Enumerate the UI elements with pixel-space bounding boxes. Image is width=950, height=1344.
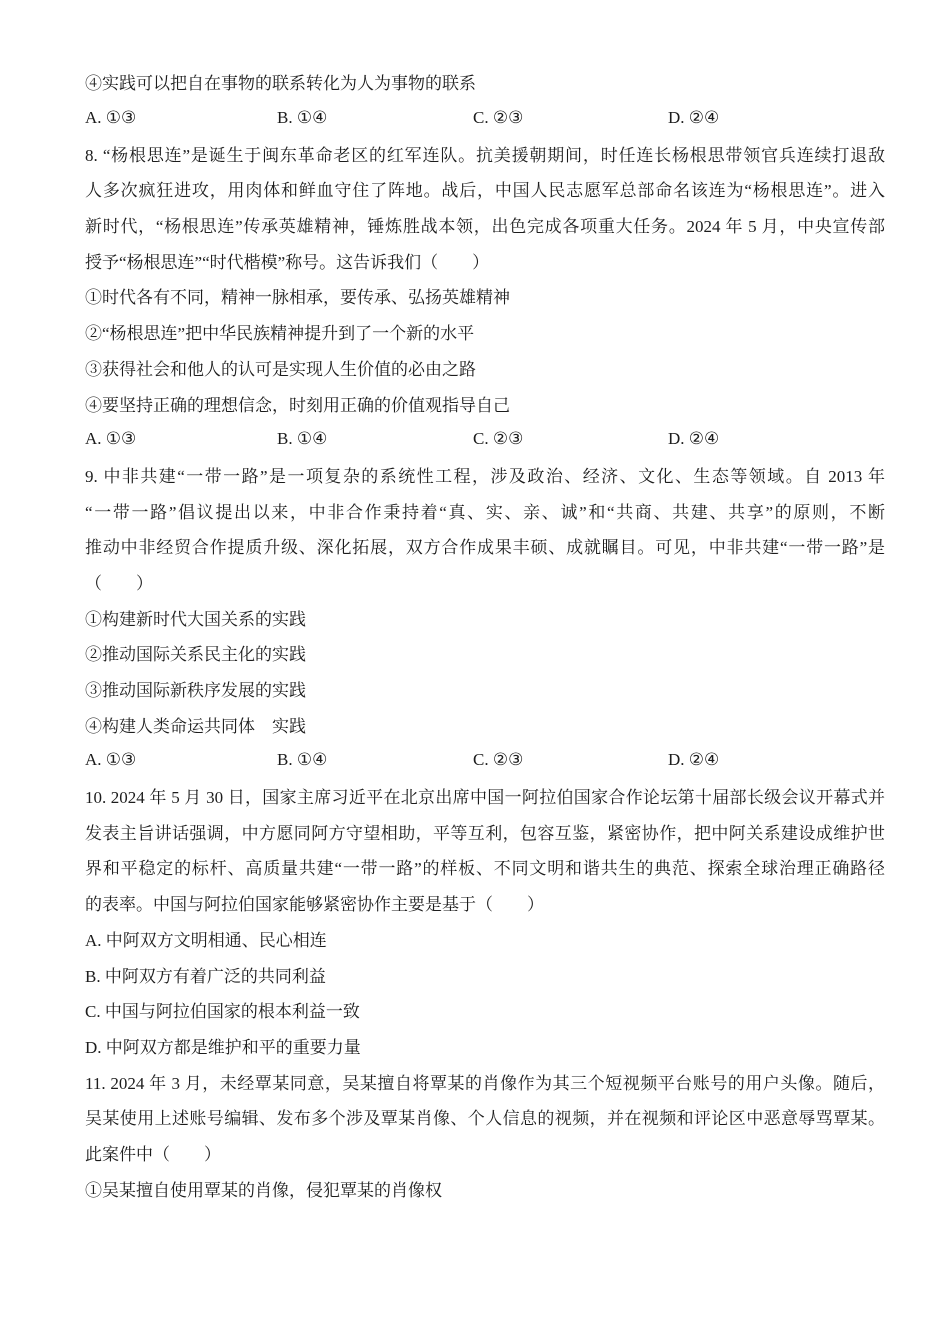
q8-statement-2-text: ②“杨根思连”把中华民族精神提升到了一个新的水平 <box>85 324 475 344</box>
q8-text-line-3 <box>85 207 885 243</box>
q8-text-line-3-text: 新时代，“杨根思连”传承英雄精神，锤炼胜战本领，出色完成各项重大任务。2024 年 5 月，中央宣传部 <box>85 217 885 237</box>
q10-option-a <box>85 921 885 957</box>
q8-text-line-4 <box>85 242 885 278</box>
q9-text-line-4 <box>85 564 885 600</box>
q9-text-line-2-text: “一带一路”倡议提出以来，中非合作秉持着“真、实、亲、诚”和“共商、共建、共享”的原则，不断 <box>85 502 885 522</box>
q7-answer-row-option-a: A. ①③ <box>85 107 137 127</box>
q10-option-c-text: C. 中国与阿拉伯国家的根本利益一致 <box>85 1002 360 1022</box>
q11-text-line-1-text: 11. 2024 年 3 月，未经覃某同意，吴某擅自将覃某的肖像作为其三个短视频平台账号的用户头像。随后， <box>85 1073 885 1093</box>
q9-statement-1-text: ①构建新时代大国关系的实践 <box>85 609 306 629</box>
q7-statement-4-text: ④实践可以把自在事物的联系转化为人为事物的联系 <box>85 74 476 94</box>
q7-answer-row-option-d: D. ②④ <box>668 107 720 127</box>
q9-text-line-3-text: 推动中非经贸合作提质升级、深化拓展，双方合作成果丰硕、成就瞩目。可见，中非共建“一带一路”是 <box>85 538 885 558</box>
q8-statement-2 <box>85 314 885 350</box>
q8-text-line-4-text: 授予“杨根思连”“时代楷模”称号。这告诉我们（ ） <box>85 252 490 272</box>
q11-text-line-3 <box>85 1135 885 1171</box>
q10-text-line-4 <box>85 885 885 921</box>
q10-option-d <box>85 1028 885 1064</box>
q9-text-line-1 <box>85 457 885 493</box>
q8-statement-4 <box>85 385 885 421</box>
q11-text-line-2-text: 吴某使用上述账号编辑、发布多个涉及覃某肖像、个人信息的视频，并在视频和评论区中恶意辱骂覃某。 <box>85 1109 885 1129</box>
q8-text-line-1 <box>85 135 885 171</box>
q9-text-line-1-text: 9. 中非共建“一带一路”是一项复杂的系统性工程，涉及政治、经济、文化、生态等领域。自 2013 年 <box>85 466 885 486</box>
q9-statement-3 <box>85 671 885 707</box>
q8-answer-row <box>85 421 885 457</box>
q10-text-line-2 <box>85 813 885 849</box>
q8-statement-1-text: ①时代各有不同，精神一脉相承，要传承、弘扬英雄精神 <box>85 288 510 308</box>
q11-text-line-3-text: 此案件中（ ） <box>85 1144 221 1164</box>
q8-statement-4-text: ④要坚持正确的理想信念，时刻用正确的价值观指导自己 <box>85 395 510 415</box>
q9-answer-row-option-b: B. ①④ <box>277 749 328 769</box>
q8-answer-row-option-c: C. ②③ <box>473 428 524 448</box>
q9-statement-2 <box>85 635 885 671</box>
q9-statement-4 <box>85 706 885 742</box>
q8-answer-row-option-a: A. ①③ <box>85 428 137 448</box>
q7-statement-4 <box>85 64 885 100</box>
q8-answer-row-option-d: D. ②④ <box>668 428 720 448</box>
q11-text-line-1 <box>85 1063 885 1099</box>
q9-text-line-2 <box>85 492 885 528</box>
q10-option-b <box>85 956 885 992</box>
q7-answer-row <box>85 100 885 136</box>
q8-text-line-1-text: 8. “杨根思连”是诞生于闽东革命老区的红军连队。抗美援朝期间，时任连长杨根思带领官兵连续打退敌 <box>85 145 885 165</box>
q8-statement-3-text: ③获得社会和他人的认可是实现人生价值的必由之路 <box>85 359 476 379</box>
q8-answer-row-option-b: B. ①④ <box>277 428 328 448</box>
q9-statement-4-text: ④构建人类命运共同体 实践 <box>85 716 306 736</box>
q9-statement-3-text: ③推动国际新秩序发展的实践 <box>85 681 306 701</box>
q10-text-line-2-text: 发表主旨讲话强调，中方愿同阿方守望相助，平等互利，包容互鉴，紧密协作，把中阿关系建设成维护世 <box>85 823 885 843</box>
q9-statement-1 <box>85 599 885 635</box>
q10-option-d-text: D. 中阿双方都是维护和平的重要力量 <box>85 1037 361 1057</box>
document-content <box>85 64 885 1206</box>
q10-option-a-text: A. 中阿双方文明相通、民心相连 <box>85 930 327 950</box>
q10-text-line-1 <box>85 778 885 814</box>
q9-answer-row-option-a: A. ①③ <box>85 749 137 769</box>
q10-option-c <box>85 992 885 1028</box>
q9-answer-row <box>85 742 885 778</box>
q10-text-line-3 <box>85 849 885 885</box>
q8-statement-3 <box>85 350 885 386</box>
q8-text-line-2 <box>85 171 885 207</box>
q10-text-line-3-text: 界和平稳定的标杆、高质量共建“一带一路”的样板、不同文明和谐共生的典范、探索全球治理正确路径 <box>85 859 885 879</box>
q9-answer-row-option-d: D. ②④ <box>668 749 720 769</box>
q7-answer-row-option-c: C. ②③ <box>473 107 524 127</box>
q11-text-line-2 <box>85 1099 885 1135</box>
q8-text-line-2-text: 人多次疯狂进攻，用肉体和鲜血守住了阵地。战后，中国人民志愿军总部命名该连为“杨根思连”。进入 <box>85 181 885 201</box>
q11-statement-1-text: ①吴某擅自使用覃某的肖像，侵犯覃某的肖像权 <box>85 1180 442 1200</box>
q10-text-line-1-text: 10. 2024 年 5 月 30 日，国家主席习近平在北京出席中国一阿拉伯国家合作论坛第十届部长级会议开幕式并 <box>85 788 885 808</box>
q9-text-line-3 <box>85 528 885 564</box>
q11-statement-1 <box>85 1170 885 1206</box>
q9-statement-2-text: ②推动国际关系民主化的实践 <box>85 645 306 665</box>
q8-statement-1 <box>85 278 885 314</box>
q9-answer-row-option-c: C. ②③ <box>473 749 524 769</box>
q7-answer-row-option-b: B. ①④ <box>277 107 328 127</box>
q9-text-line-4-text: （ ） <box>85 573 153 593</box>
q10-option-b-text: B. 中阿双方有着广泛的共同利益 <box>85 966 326 986</box>
q10-text-line-4-text: 的表率。中国与阿拉伯国家能够紧密协作主要是基于（ ） <box>85 895 544 915</box>
